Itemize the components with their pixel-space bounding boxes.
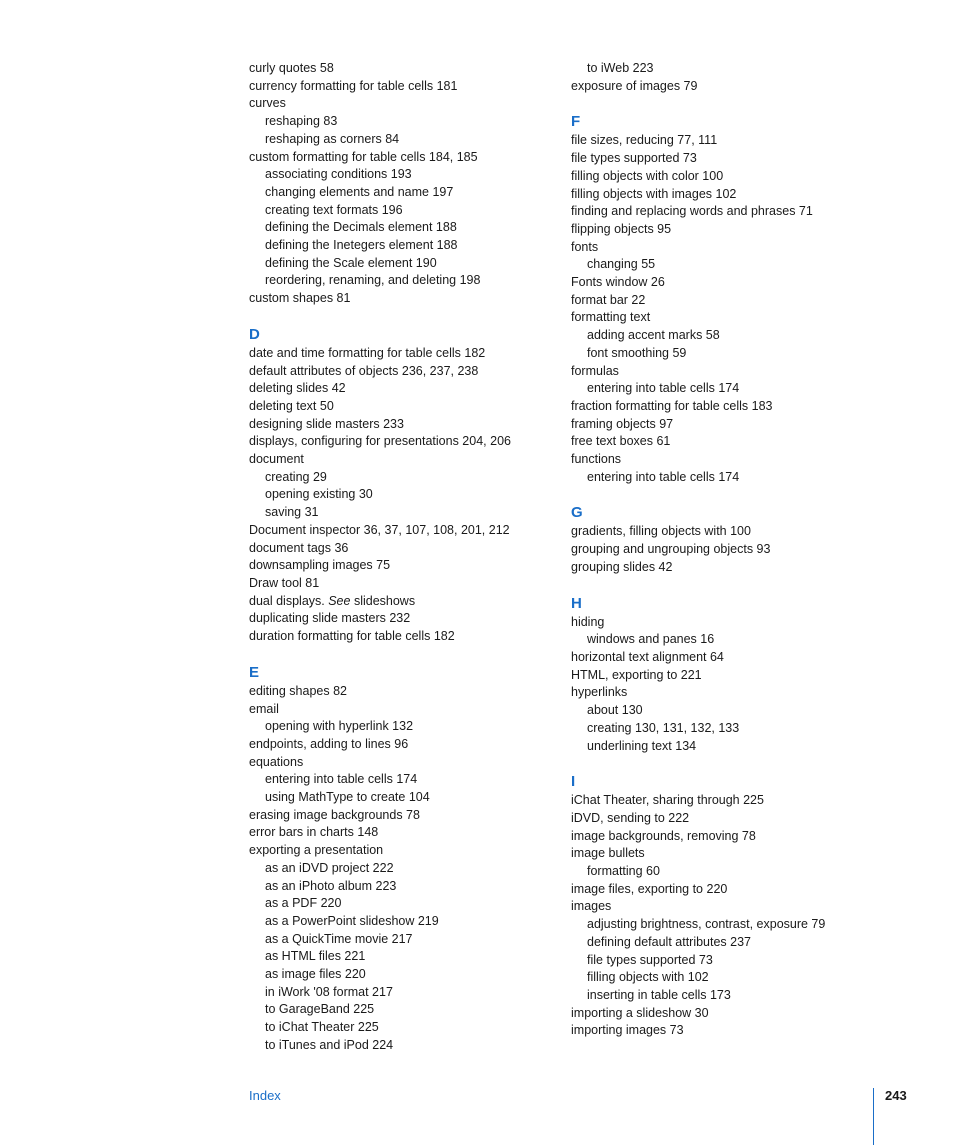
index-subentry: changing 55 [587,257,656,272]
index-entry: Document inspector 36, 37, 107, 108, 201, 212 [249,522,510,537]
index-subentry: entering into table cells 174 [265,772,418,787]
index-subentry: reshaping as corners 84 [265,131,400,146]
index-subentry: about 130 [587,703,643,718]
index-column-right [571,60,871,1040]
index-subentry: entering into table cells 174 [587,381,740,396]
index-entry: hyperlinks [571,685,628,700]
index-entry: custom shapes 81 [249,291,351,306]
index-subentry: associating conditions 193 [265,167,412,182]
index-subentry: to iChat Theater 225 [265,1020,379,1035]
index-subentry: entering into table cells 174 [587,469,740,484]
index-entry: deleting slides 42 [249,381,346,396]
index-subentry: adjusting brightness, contrast, exposure 79 [587,917,826,932]
index-entry: document [249,452,304,467]
footer-divider [873,1088,874,1145]
index-subentry: reordering, renaming, and deleting 198 [265,273,481,288]
index-entry: free text boxes 61 [571,434,671,449]
see-reference-label: See [328,593,351,608]
index-subentry: underlining text 134 [587,738,697,753]
index-entry: image files, exporting to 220 [571,881,728,896]
index-entry: date and time formatting for table cells 182 [249,345,486,360]
index-entry: filling objects with images 102 [571,186,737,201]
index-entry: displays, configuring for presentations 204, 206 [249,434,511,449]
index-entry: file types supported 73 [571,151,697,166]
index-entry: default attributes of objects 236, 237, 238 [249,363,479,378]
index-letter-heading: D [249,325,260,343]
index-entry: duplicating slide masters 232 [249,611,411,626]
index-entry: exporting a presentation [249,843,384,858]
footer-section-label: Index [249,1088,281,1103]
index-entry: filling objects with color 100 [571,168,724,183]
index-subentry: as a PDF 220 [265,896,342,911]
index-subentry: saving 31 [265,505,319,520]
index-entry: equations [249,754,304,769]
index-subentry: reshaping 83 [265,114,338,129]
index-subentry: changing elements and name 197 [265,184,454,199]
index-entry: finding and replacing words and phrases 71 [571,204,813,219]
index-subentry: as a QuickTime movie 217 [265,931,413,946]
index-entry: fonts [571,239,599,254]
index-subentry: defining the Inetegers element 188 [265,238,458,253]
index-subentry: to GarageBand 225 [265,1002,375,1017]
index-entry: images [571,899,612,914]
index-entry: exposure of images 79 [571,78,698,93]
index-letter-heading: H [571,594,582,612]
index-entry: grouping slides 42 [571,559,673,574]
index-subentry: formatting 60 [587,864,660,879]
index-letter-heading: G [571,504,583,522]
index-subentry: adding accent marks 58 [587,328,720,343]
index-entry: Draw tool 81 [249,575,320,590]
index-entry: hiding [571,614,605,629]
index-subentry: as an iDVD project 222 [265,860,394,875]
index-subentry: to iTunes and iPod 224 [265,1037,394,1052]
index-subentry: filling objects with 102 [587,970,709,985]
index-entry: importing images 73 [571,1023,684,1038]
index-entry: grouping and ungrouping objects 93 [571,542,771,557]
index-letter-heading: E [249,663,260,681]
index-entry: file sizes, reducing 77, 111 [571,133,718,148]
index-entry: designing slide masters 233 [249,416,404,431]
index-entry: framing objects 97 [571,416,674,431]
index-subentry: windows and panes 16 [587,632,715,647]
index-entry: gradients, filling objects with 100 [571,524,751,539]
index-subentry: creating 29 [265,469,327,484]
page-number: 243 [885,1088,907,1103]
index-subentry: file types supported 73 [587,952,713,967]
index-entry [249,593,549,611]
index-entry: flipping objects 95 [571,221,672,236]
index-subentry: using MathType to create 104 [265,790,430,805]
index-column-left [249,60,549,1055]
index-entry: horizontal text alignment 64 [571,649,724,664]
index-entry: importing a slideshow 30 [571,1005,709,1020]
index-entry: HTML, exporting to 221 [571,667,702,682]
index-subentry: defining the Decimals element 188 [265,220,457,235]
index-subentry: inserting in table cells 173 [587,987,731,1002]
index-entry: deleting text 50 [249,398,334,413]
index-entry: functions [571,452,622,467]
index-entry: formatting text [571,310,651,325]
index-entry: Fonts window 26 [571,275,665,290]
index-entry: iDVD, sending to 222 [571,810,690,825]
index-entry: image backgrounds, removing 78 [571,828,756,843]
index-entry: endpoints, adding to lines 96 [249,736,409,751]
index-entry: document tags 36 [249,540,349,555]
index-subentry: as HTML files 221 [265,949,366,964]
index-entry: formulas [571,363,619,378]
index-entry-text: dual displays. [249,593,329,608]
index-entry: duration formatting for table cells 182 [249,629,455,644]
index-entry: curly quotes 58 [249,61,334,75]
index-entry: email [249,701,279,716]
index-letter-heading: F [571,113,581,131]
index-entry: error bars in charts 148 [249,825,379,840]
index-subentry: to iWeb 223 [587,61,654,75]
see-reference-target: slideshows [350,593,416,608]
index-entry: format bar 22 [571,292,646,307]
index-subentry: creating text formats 196 [265,202,403,217]
index-subentry: in iWork '08 format 217 [265,984,393,999]
index-entry: editing shapes 82 [249,683,347,698]
index-subentry: opening with hyperlink 132 [265,719,414,734]
index-entry: curves [249,96,286,111]
index-subentry: defining default attributes 237 [587,934,752,949]
index-entry: currency formatting for table cells 181 [249,78,458,93]
index-entry: downsampling images 75 [249,558,391,573]
index-letter-heading: I [571,773,576,791]
index-subentry: as image files 220 [265,967,366,982]
index-entry: fraction formatting for table cells 183 [571,398,773,413]
index-entry: iChat Theater, sharing through 225 [571,793,764,808]
index-subentry: as an iPhoto album 223 [265,878,397,893]
index-subentry: opening existing 30 [265,487,373,502]
index-entry: image bullets [571,846,645,861]
index-entry: custom formatting for table cells 184, 185 [249,149,478,164]
index-subentry: defining the Scale element 190 [265,255,437,270]
index-subentry: as a PowerPoint slideshow 219 [265,913,439,928]
index-entry: erasing image backgrounds 78 [249,807,420,822]
index-subentry: font smoothing 59 [587,345,687,360]
index-subentry: creating 130, 131, 132, 133 [587,720,740,735]
